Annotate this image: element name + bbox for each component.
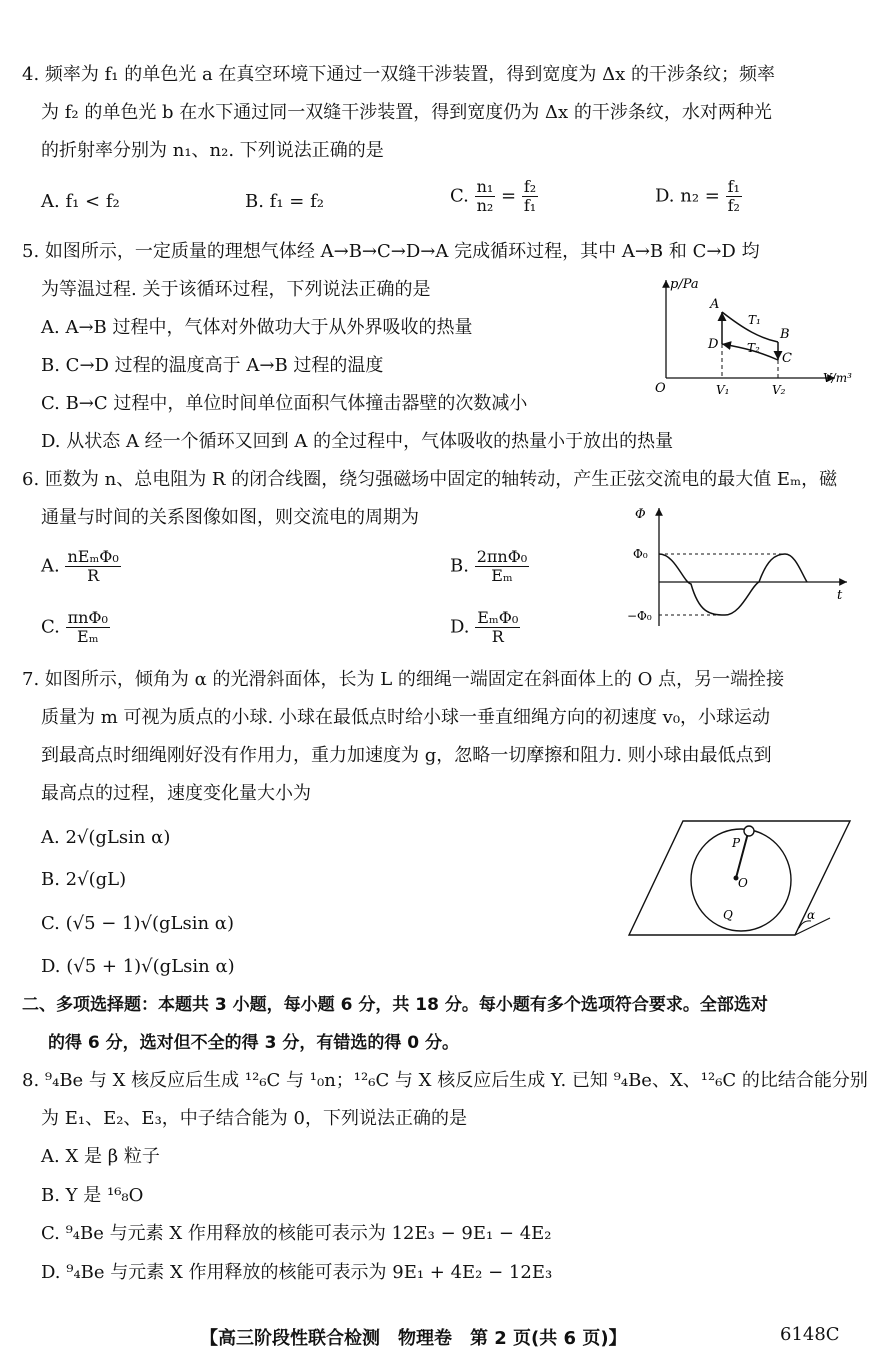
q6-option-b-frac: $\frac{\text{2πnΦ₀}}{\text{Eₘ}}$: [476, 547, 528, 585]
point-a-label: A: [710, 297, 720, 312]
q6-stem-line-2: 通量与时间的关系图像如图，则交流电的周期为: [41, 507, 419, 528]
q8-stem-line-1: 8. ⁹₄Be 与 X 核反应后生成 ¹²₆C 与 ¹₀n；¹²₆C 与 X 核反应后生成 Y. 已知 ⁹₄Be、X、¹²₆C 的比结合能分别: [22, 1070, 868, 1091]
q4-option-d-frac: $\frac{\text{f₁}}{\text{f₂}}$: [727, 177, 740, 215]
q6-option-b: [450, 548, 529, 585]
point-d-label: D: [708, 337, 719, 352]
v2-label: V₂: [772, 383, 786, 397]
q7-stem-line-3: 到最高点时细绳刚好没有作用力，重力加速度为 g，忽略一切摩擦和阻力. 则小球由最低点到: [41, 745, 772, 766]
page-footer: 【高三阶段性联合检测 物理卷 第 2 页(共 6 页)】: [200, 1328, 627, 1349]
q4-option-a: A. f₁ < f₂: [41, 191, 120, 212]
q7-stem-line-1: 7. 如图所示，倾角为 α 的光滑斜面体，长为 L 的细绳一端固定在斜面体上的 O 点，另一端拴接: [22, 669, 785, 690]
q6-option-c-frac: $\frac{\text{πnΦ₀}}{\text{Eₘ}}$: [67, 608, 108, 646]
q4-option-c-equals: =: [501, 185, 517, 207]
q4-option-b: B. f₁ = f₂: [245, 191, 324, 212]
point-b-label: B: [780, 327, 790, 342]
q4-option-d-label: D. n₂ =: [655, 185, 720, 207]
alpha-label: α: [807, 908, 816, 922]
neg-phi0-label: −Φ₀: [627, 609, 652, 623]
point-q-label: Q: [723, 908, 733, 922]
t-axis-label: t: [837, 588, 843, 603]
flux-time-graph: [625, 502, 855, 632]
q6-option-d-label: D.: [450, 616, 470, 638]
point-c-label: C: [782, 351, 792, 366]
q5-option-a: A. A→B 过程中，气体对外做功大于从外界吸收的热量: [41, 317, 473, 338]
q6-option-a-frac: $\frac{\text{nEₘΦ₀}}{R}$: [67, 547, 119, 585]
section2-header-line-1: 二、多项选择题：本题共 3 小题，每小题 6 分，共 18 分。每小题有多个选项符合要求。全部选对: [22, 995, 768, 1015]
q5-option-b: B. C→D 过程的温度高于 A→B 过程的温度: [41, 355, 384, 376]
q7-stem-line-4: 最高点的过程，速度变化量大小为: [41, 783, 311, 804]
q8-option-d: D. ⁹₄Be 与元素 X 作用释放的核能可表示为 9E₁ + 4E₂ − 12E₃: [41, 1262, 553, 1283]
q6-option-a-label: A.: [41, 555, 60, 577]
v1-label: V₁: [716, 383, 730, 397]
q4-option-c: [450, 178, 538, 215]
q4-option-c-frac-right: $\frac{\text{f₂}}{\text{f₁}}$: [523, 177, 537, 215]
q4-option-c-label: C.: [450, 185, 469, 207]
section2-header-line-2: 的得 6 分，选对但不全的得 3 分，有错选的得 0 分。: [48, 1033, 459, 1053]
ball: [744, 826, 754, 836]
q5-stem-line-2: 为等温过程. 关于该循环过程，下列说法正确的是: [41, 279, 431, 300]
origin-label: O: [655, 381, 666, 396]
q6-option-b-label: B.: [450, 555, 469, 577]
incline-circle-diagram: [625, 818, 855, 938]
q6-option-c: [41, 609, 110, 646]
t1-label: T₁: [748, 313, 761, 327]
q4-stem-line-2: 为 f₂ 的单色光 b 在水下通过同一双缝干涉装置，得到宽度仍为 Δx 的干涉条纹，水对两种光: [41, 102, 772, 123]
q6-option-a: [41, 548, 121, 585]
q8-stem-line-2: 为 E₁、E₂、E₃，中子结合能为 0，下列说法正确的是: [41, 1108, 467, 1129]
q6-option-d-frac: $\frac{\text{EₘΦ₀}}{R}$: [477, 608, 519, 646]
q7-stem-line-2: 质量为 m 可视为质点的小球. 小球在最低点时给小球一垂直细绳方向的初速度 v₀，小球运动: [41, 707, 771, 728]
pv-cycle-diagram: [650, 272, 855, 402]
point-o-label: O: [738, 876, 748, 890]
q4-option-d: [655, 178, 742, 215]
v-axis-label: V/m³: [823, 371, 852, 385]
q6-stem-line-1: 6. 匝数为 n、总电阻为 R 的闭合线圈，绕匀强磁场中固定的轴转动，产生正弦交流电的最大值 Eₘ，磁: [22, 469, 838, 490]
q4-stem-line-1: 4. 频率为 f₁ 的单色光 a 在真空环境下通过一双缝干涉装置，得到宽度为 Δx 的干涉条纹；频率: [22, 64, 775, 85]
q4-option-c-frac-left: $\frac{\text{n₁}}{\text{n₂}}$: [476, 177, 494, 215]
q5-stem-line-1: 5. 如图所示，一定质量的理想气体经 A→B→C→D→A 完成循环过程，其中 A→B 和 C→D 均: [22, 241, 760, 262]
q8-option-b: B. Y 是 ¹⁶₈O: [41, 1185, 144, 1206]
paper-code: 6148C: [780, 1324, 840, 1345]
q7-option-d: D. (√5 + 1)√(gLsin α): [41, 956, 235, 977]
q8-option-c: C. ⁹₄Be 与元素 X 作用释放的核能可表示为 12E₃ − 9E₁ − 4E₂: [41, 1223, 552, 1244]
phi0-label: Φ₀: [633, 547, 648, 561]
phi-axis-label: Φ: [635, 507, 646, 522]
q7-option-a: A. 2√(gLsin α): [41, 827, 171, 848]
q4-stem-line-3: 的折射率分别为 n₁、n₂. 下列说法正确的是: [41, 140, 384, 161]
q7-option-c: C. (√5 − 1)√(gLsin α): [41, 913, 234, 934]
flux-sine-curve: [659, 554, 807, 615]
p-axis-label: p/Pa: [670, 277, 699, 292]
t2-label: T₂: [747, 341, 760, 355]
q6-option-d: [450, 609, 520, 646]
q7-option-b: B. 2√(gL): [41, 869, 127, 890]
q5-option-d: D. 从状态 A 经一个循环又回到 A 的全过程中，气体吸收的热量小于放出的热量: [41, 431, 674, 452]
point-p-label: P: [732, 836, 741, 850]
q8-option-a: A. X 是 β 粒子: [41, 1146, 160, 1167]
q5-option-c: C. B→C 过程中，单位时间单位面积气体撞击器壁的次数减小: [41, 393, 528, 414]
q6-option-c-label: C.: [41, 616, 60, 638]
